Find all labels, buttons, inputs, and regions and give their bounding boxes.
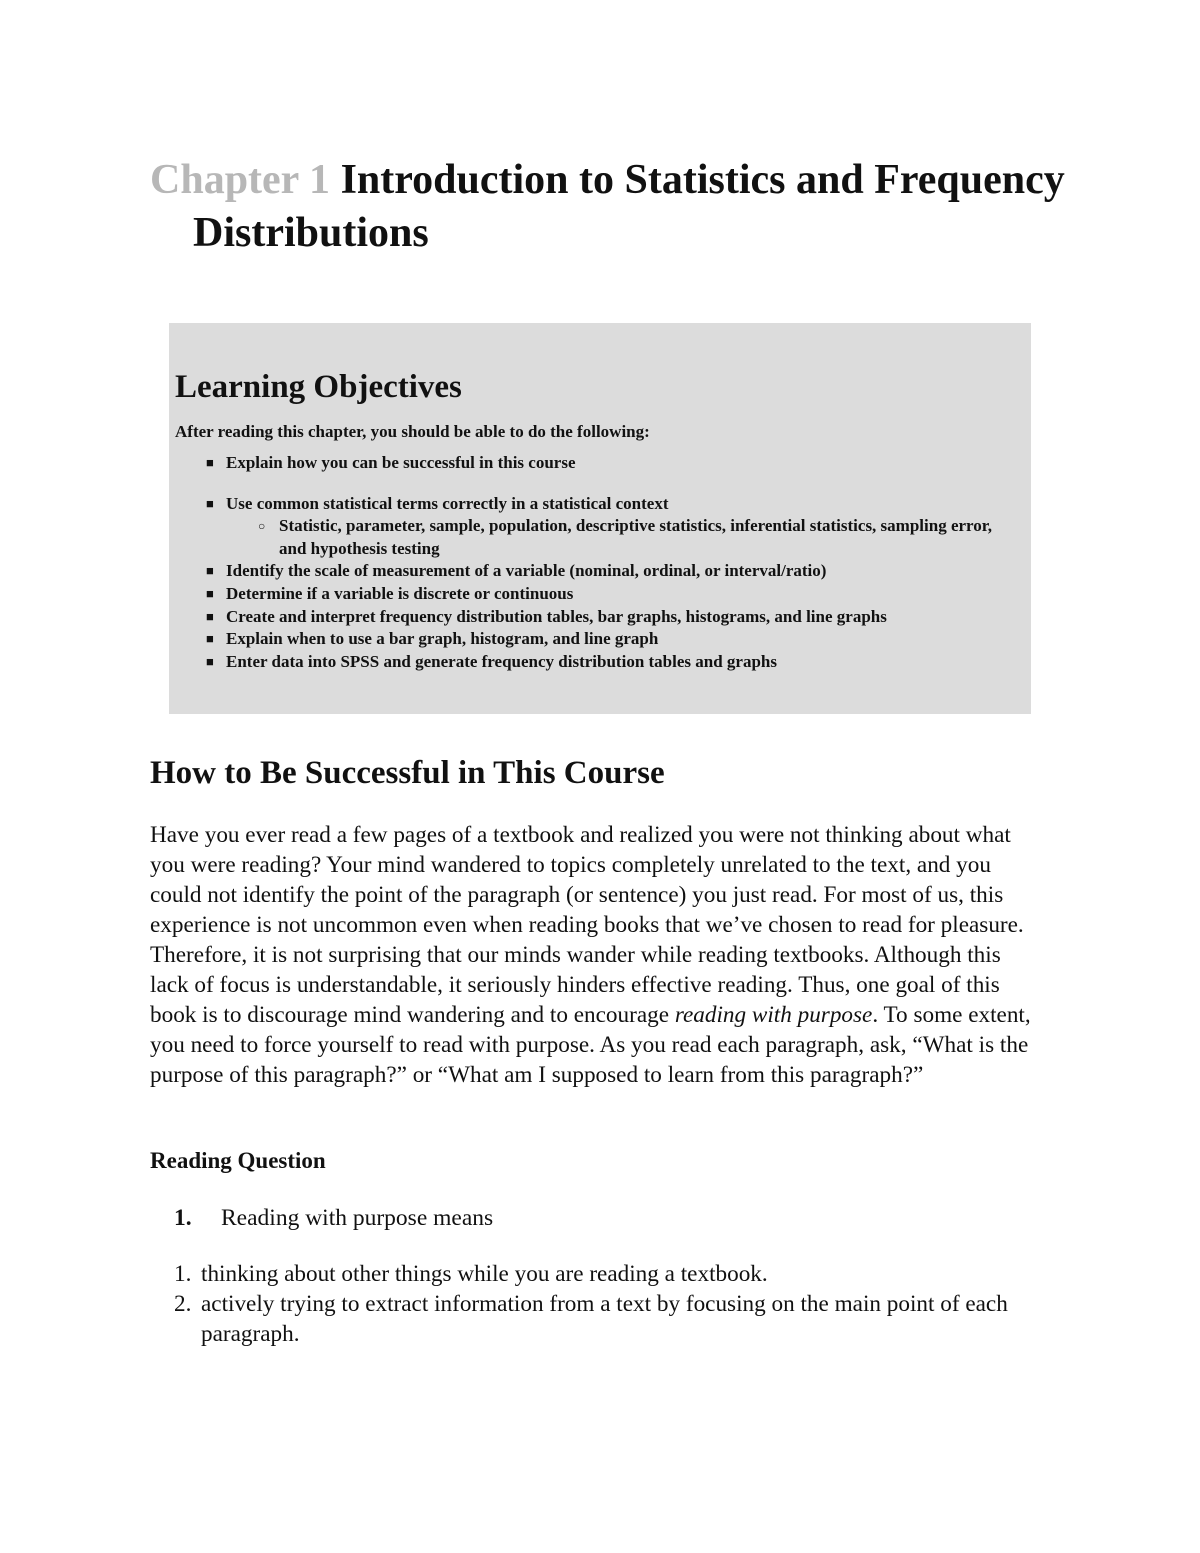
chapter-title-text: Introduction to Statistics and Frequency Distributions xyxy=(193,157,1065,256)
objective-item xyxy=(175,452,1003,475)
bullet-icon: ■ xyxy=(206,563,214,579)
bullet-icon: ■ xyxy=(206,653,214,669)
learning-objectives-intro: After reading this chapter, you should be able to do the following: xyxy=(175,422,650,441)
answer-option xyxy=(174,1259,1044,1289)
objective-sub-item xyxy=(226,515,1003,560)
paragraph-emphasis: reading with purpose xyxy=(674,1002,873,1028)
chapter-label: Chapter 1 xyxy=(150,157,331,203)
objective-item xyxy=(175,583,1003,606)
objective-text: Enter data into SPSS and generate frequency distribution tables and graphs xyxy=(226,651,777,671)
objective-sub-list xyxy=(226,515,1003,560)
answer-number: 1. xyxy=(174,1261,192,1287)
reading-question-label: Reading Question xyxy=(150,1148,326,1173)
learning-objectives-box xyxy=(169,323,1031,714)
bullet-icon: ■ xyxy=(206,631,214,647)
bullet-icon: ■ xyxy=(206,455,214,470)
chapter-title xyxy=(150,154,1093,260)
question-number: 1. xyxy=(174,1205,192,1231)
answer-number: 2. xyxy=(174,1291,192,1317)
bullet-icon: ■ xyxy=(206,585,214,601)
objective-sub-text: Statistic, parameter, sample, population, descriptive statistics, inferential statistics, sampling error, and hypothesis testing xyxy=(279,516,993,558)
objective-item xyxy=(175,493,1003,561)
reading-question xyxy=(174,1203,493,1233)
answer-text: actively trying to extract information from a text by focusing on the main point of each paragraph. xyxy=(201,1291,1008,1347)
objective-text: Use common statistical terms correctly in a statistical context xyxy=(226,493,669,513)
objective-text: Explain how you can be successful in this course xyxy=(226,453,576,472)
answer-text: thinking about other things while you are reading a textbook. xyxy=(201,1261,768,1287)
objective-text: Determine if a variable is discrete or continuous xyxy=(226,583,574,603)
objective-item xyxy=(175,628,1003,651)
objective-text: Explain when to use a bar graph, histogram, and line graph xyxy=(226,629,659,649)
objective-text: Create and interpret frequency distribution tables, bar graphs, histograms, and line graphs xyxy=(226,606,887,626)
learning-objectives-heading: Learning Objectives xyxy=(175,369,462,405)
paragraph-text-after-emphasis: . To some extent, you need to force yourself to read with purpose. As you read each paragraph, ask, “What is the purpose of this paragraph?” or “What am I supposed to learn from this paragraph?” xyxy=(150,1002,1031,1088)
objective-item xyxy=(175,651,1003,674)
bullet-icon: ■ xyxy=(206,608,214,624)
learning-objectives-list xyxy=(175,452,1003,673)
section-heading: How to Be Successful in This Course xyxy=(150,755,665,791)
answer-list xyxy=(174,1259,1044,1349)
objective-text: Identify the scale of measurement of a variable (nominal, ordinal, or interval/ratio) xyxy=(226,561,827,581)
objective-item xyxy=(175,560,1003,583)
bullet-icon: ■ xyxy=(206,495,214,511)
body-paragraph xyxy=(150,820,1045,1090)
hollow-bullet-icon: ○ xyxy=(258,519,266,534)
paragraph-text-before-emphasis: Have you ever read a few pages of a textbook and realized you were not thinking about what you were reading? Your mind wandered to topics completely unrelated to the text, and you could not identify the point of the paragraph (or sentence) you just read. For most of us, this experience is not uncommon even when reading books that we’ve chosen to read for pleasure. Therefore, it is not surprising that our minds wander while reading textbooks. Although this lack of focus is understandable, it seriously hinders effective reading. Thus, one goal of this book is to discourage mind wandering and to encourage xyxy=(150,822,1024,1028)
objective-item xyxy=(175,606,1003,629)
question-prompt: Reading with purpose means xyxy=(221,1205,494,1231)
answer-option xyxy=(174,1289,1044,1349)
